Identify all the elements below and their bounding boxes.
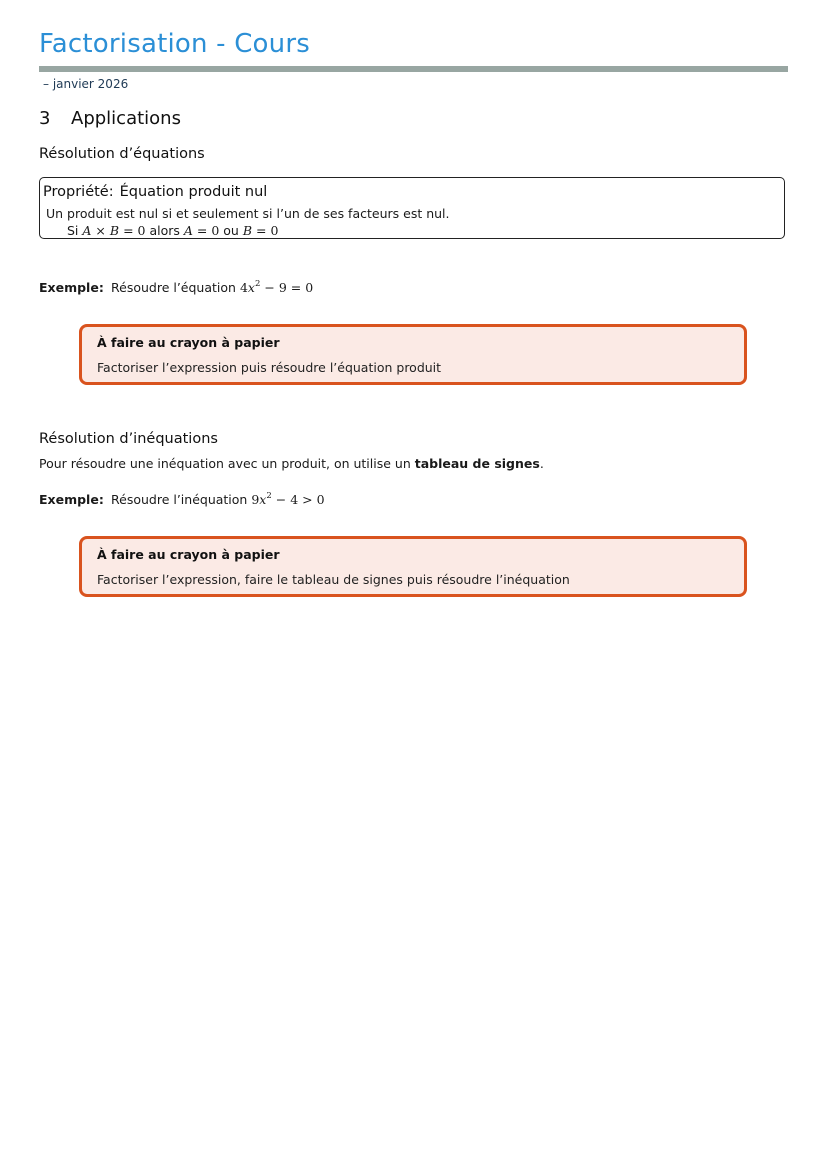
rule-alors: alors [149,223,180,238]
rule-b-zero: B = 0 [242,223,279,238]
property-rule [67,223,278,238]
task-box-inequation [79,536,747,597]
example-inequation [39,492,325,507]
rule-a-zero: A = 0 [183,223,220,238]
rule-si: Si [67,223,79,238]
rule-ou: ou [223,223,239,238]
property-name: Équation produit nul [119,184,268,200]
example-label: Exemple: [39,492,104,507]
section-title: Applications [71,108,181,129]
example-text: Résoudre l’équation [111,280,236,295]
task-heading: À faire au crayon à papier [97,335,280,350]
example-equation [39,280,313,295]
task-body: Factoriser l’expression puis résoudre l’équation produit [97,360,442,375]
paragraph-bold-term: tableau de signes [414,456,540,471]
rule-condition: A × B = 0 [82,223,146,238]
property-title [43,184,267,200]
paragraph-text: Pour résoudre une inéquation avec un produit, on utilise un [39,456,411,471]
inequations-paragraph [39,456,544,471]
subsection-equations-heading: Résolution d’équations [39,146,205,162]
section-heading [39,108,181,129]
date-line: – janvier 2026 [43,77,129,91]
property-statement: Un produit est nul si et seulement si l’un de ses facteurs est nul. [46,206,450,221]
task-heading: À faire au crayon à papier [97,547,280,562]
equation-formula: $4x^2 - 9 = 0$ [239,279,314,295]
inequation-formula: $9x^2 - 4 > 0$ [251,491,325,507]
section-number: 3 [39,108,51,129]
subsection-inequations-heading: Résolution d’inéquations [39,431,218,447]
property-box [39,177,785,239]
task-box-equation [79,324,747,385]
example-label: Exemple: [39,280,104,295]
title-rule [39,66,788,72]
page-title: Factorisation - Cours [39,29,310,59]
property-label: Propriété: [43,184,114,200]
example-text: Résoudre l’inéquation [111,492,248,507]
task-body: Factoriser l’expression, faire le tableau de signes puis résoudre l’inéquation [97,572,570,587]
paragraph-end: . [539,456,544,471]
